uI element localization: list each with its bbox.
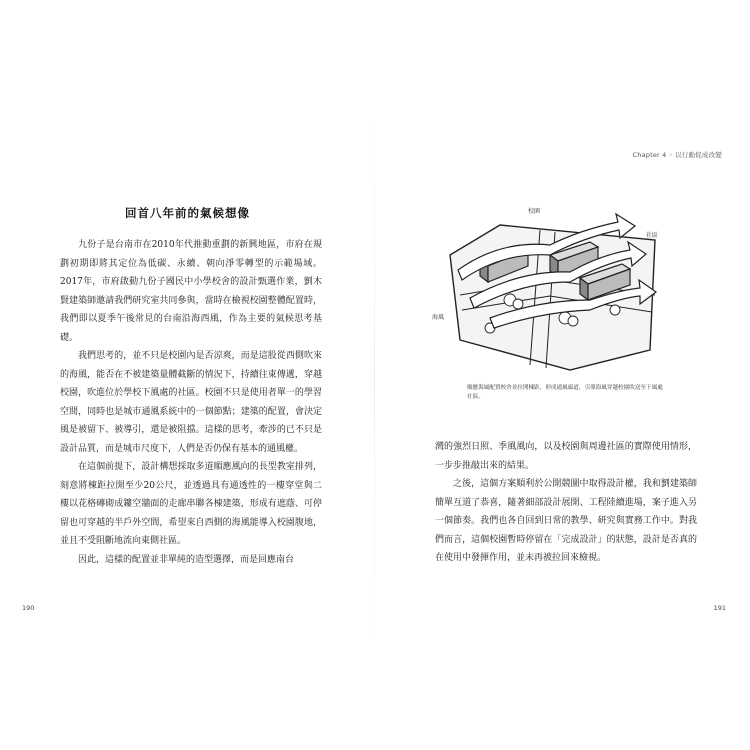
- figure-label-left: 海風: [432, 314, 445, 321]
- right-page: [375, 0, 750, 750]
- campus-wind-illustration: [430, 200, 675, 380]
- paragraph: 之後，這個方案順利於公開競圖中取得設計權，我和劉建築師簡單互道了恭喜，隨著細部設計展開、工程陸續進場，案子進入另一個節奏。我們也各自回到日常的教學、研究與實務工作中。對我們而言，這個校園暫時停留在「完成設計」的狀態，設計是否真的在使用中發揮作用，並未再被拉回來檢視。: [435, 479, 697, 563]
- page-number-right: 191: [713, 604, 726, 612]
- figure-label-top: 校園: [528, 208, 541, 215]
- page-number-left: 190: [22, 604, 35, 612]
- left-body-text: [60, 236, 322, 569]
- wind-flow-drawing: [430, 200, 675, 380]
- paragraph: 我們思考的，並不只是校園內是否涼爽，而是這股從西側吹來的海風，能否在不被建築量體截斷的情況下，持續往東傳遞，穿越校園，吹進位於學校下風處的社區。校園不只是使用者單一的學習空間，同時也是城市通風系統中的一個節點；建築的配置，會決定風是被留下、被導引，還是被阻擋。這樣的思考，牽涉的已不只是設計品質，而是城市尺度下，人們是否仍保有基本的通風權。: [60, 351, 322, 454]
- paragraph: 因此，這樣的配置並非單純的造型選擇，而是回應南台: [78, 554, 295, 565]
- figure-label-right: 社區: [646, 232, 659, 239]
- paragraph: 灣的強烈日照、季風風向，以及校園與周邊社區的實際使用情形，一步步推敲出來的結果。: [435, 442, 697, 471]
- right-body-text: [435, 438, 697, 568]
- figure-caption: 順應海風配置校舍並拉開棟距，形成通風廊道，引導海風穿越校園吹送至下風處社區。: [467, 385, 663, 400]
- section-heading: 回首八年前的氣候想像: [125, 206, 250, 220]
- paragraph: 九份子是台南市在2010年代推動重劃的新興地區，市府在規劃初期即將其定位為低碳、永續、朝向淨零轉型的示範場域。2017年，市府啟動九份子國民中小學校舍的設計甄選作業，劉木賢建築師邀請我們研究室共同參與，當時在檢視校園整體配置時，我們即以夏季午後常見的台南沿海西風，作為主要的氣候思考基礎。: [60, 240, 322, 343]
- paragraph: 在這個前提下，設計構想採取多道順應風向的長型教室排列，刻意將棟距拉開至少20公尺，並透過具有通透性的一樓穿堂與二樓以花格磚砌成鏤空牆面的走廊串聯各棟建築，形成有遮蔭、可停留也可穿越的半戶外空間，希望來自西側的海風能導入校園腹地，並且不受阻斷地流向東側社區。: [60, 462, 322, 546]
- running-head: Chapter 4 ◦ 以行動促成改變: [632, 151, 722, 159]
